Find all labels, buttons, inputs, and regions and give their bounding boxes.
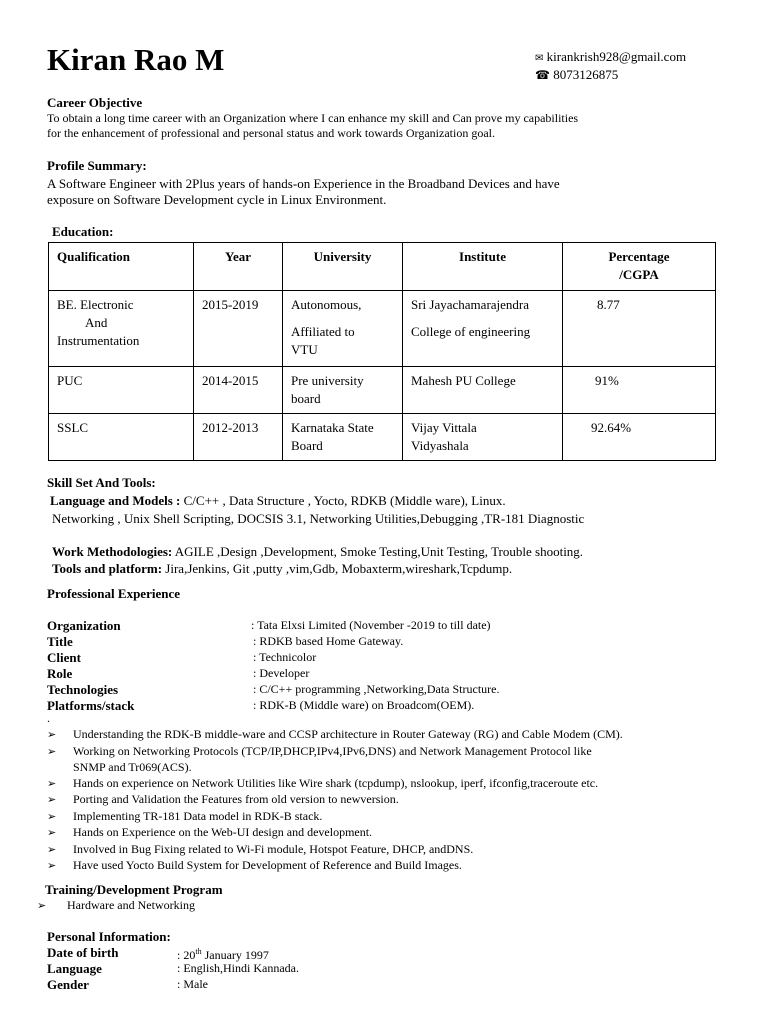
table-row	[49, 291, 716, 367]
personal-heading: Personal Information:	[47, 929, 171, 944]
list-item: ➢ Implementing TR-181 Data model in RDK-B stack.	[47, 809, 737, 826]
cell-university: Pre university board	[283, 367, 403, 414]
stray-dot: .	[47, 711, 50, 725]
email-line	[535, 49, 686, 67]
field-platforms: Platforms/stack : RDK-B (Middle ware) on Broadcom(OEM).	[47, 698, 475, 713]
field-dob: Date of birth : 20th January 1997	[47, 945, 269, 962]
table-row	[49, 367, 716, 414]
table-header-row	[49, 243, 716, 291]
profile-line-2: exposure on Software Development cycle in Linux Environment.	[47, 192, 387, 207]
profile-heading: Profile Summary:	[47, 158, 147, 173]
col-qualification: Qualification	[49, 243, 194, 291]
cell-qualification: PUC	[49, 367, 194, 414]
list-item: ➢ Understanding the RDK-B middle-ware and CCSP architecture in Router Gateway (RG) and Cable Modem (CM).	[47, 727, 737, 744]
col-university: University	[283, 243, 403, 291]
skills-tools-label: Tools and platform:	[52, 561, 163, 576]
skills-language-line-2: Networking , Unix Shell Scripting, DOCSIS 3.1, Networking Utilities,Debugging ,TR-181 Diagnostic	[52, 511, 585, 526]
col-institute: Institute	[403, 243, 563, 291]
field-gender: Gender : Male	[47, 977, 208, 992]
list-item: ➢ Involved in Bug Fixing related to Wi-Fi module, Hotspot Feature, DHCP, andDNS.	[47, 842, 737, 859]
arrow-bullet-icon: ➢	[47, 729, 57, 741]
cell-institute: Mahesh PU College	[403, 367, 563, 414]
candidate-name: Kiran Rao M	[47, 42, 225, 77]
experience-heading: Professional Experience	[47, 586, 180, 601]
list-item: ➢ Hands on experience on Network Utilities like Wire shark (tcpdump), nslookup, iperf, ifconfig,traceroute etc.	[47, 776, 737, 793]
field-technologies: Technologies : C/C++ programming ,Networking,Data Structure.	[47, 682, 500, 697]
skills-heading: Skill Set And Tools:	[47, 475, 156, 490]
skills-tools-value: Jira,Jenkins, Git ,putty ,vim,Gdb, Mobaxterm,wireshark,Tcpdump.	[162, 561, 513, 576]
field-role: Role : Developer	[47, 666, 310, 681]
cell-institute: Sri Jayachamarajendra College of engineering	[403, 291, 563, 367]
arrow-bullet-icon: ➢	[37, 900, 47, 912]
cell-university: Autonomous, Affiliated to VTU	[283, 291, 403, 367]
field-title: Title : RDKB based Home Gateway.	[47, 634, 404, 649]
cell-year: 2015-2019	[194, 291, 283, 367]
skills-work-value: AGILE ,Design ,Development, Smoke Testing,Unit Testing, Trouble shooting.	[172, 544, 584, 559]
list-item: ➢ Working on Networking Protocols (TCP/IP,DHCP,IPv4,IPv6,DNS) and Network Management Protocol like	[47, 744, 737, 761]
career-line-2: for the enhancement of professional and personal status and work towards Organization goal.	[47, 126, 495, 140]
list-item: ➢ Porting and Validation the Features from old version to newversion.	[47, 792, 737, 809]
education-table	[48, 242, 716, 461]
skills-tools-line	[52, 560, 512, 577]
cell-year: 2014-2015	[194, 367, 283, 414]
list-item: ➢ Have used Yocto Build System for Development of Reference and Build Images.	[47, 858, 737, 875]
profile-line-1: A Software Engineer with 2Plus years of hands-on Experience in the Broadband Devices and have	[47, 176, 560, 191]
list-item: ➢ Hands on Experience on the Web-UI design and development.	[47, 825, 737, 842]
phone-text: 8073126875	[553, 67, 619, 82]
col-year: Year	[194, 243, 283, 291]
arrow-bullet-icon: ➢	[47, 794, 57, 806]
experience-bullets	[47, 727, 737, 875]
skills-language-value: C/C++ , Data Structure , Yocto, RDKB (Middle ware), Linux.	[180, 493, 506, 508]
skills-work-label: Work Methodologies:	[52, 544, 173, 559]
field-language: Language : English,Hindi Kannada.	[47, 961, 299, 976]
cell-qualification: SSLC	[49, 414, 194, 461]
skills-work-line	[52, 543, 583, 560]
arrow-bullet-icon: ➢	[47, 745, 57, 758]
education-heading: Education:	[52, 224, 114, 239]
field-organization: Organization : Tata Elxsi Limited (November -2019 to till date)	[47, 618, 491, 633]
arrow-bullet-icon: ➢	[47, 777, 57, 790]
col-percentage: Percentage /CGPA	[563, 243, 716, 291]
arrow-bullet-icon: ➢	[47, 810, 57, 823]
skills-language-label: Language and Models :	[50, 493, 181, 508]
career-line-1: To obtain a long time career with an Organization where I can enhance my skill and Can prove my capabilities	[47, 111, 579, 125]
skills-language-line	[50, 492, 506, 509]
cell-year: 2012-2013	[194, 414, 283, 461]
training-heading: Training/Development Program	[45, 882, 223, 897]
envelope-icon: ✉	[535, 53, 544, 64]
cell-institute: Vijay Vittala Vidyashala	[403, 414, 563, 461]
list-item-continuation: SNMP and Tr069(ACS).	[73, 760, 192, 774]
arrow-bullet-icon: ➢	[47, 827, 57, 839]
phone-icon: ☎	[535, 68, 550, 82]
phone-line	[535, 67, 618, 83]
cell-university: Karnataka State Board	[283, 414, 403, 461]
cell-qualification: BE. Electronic And Instrumentation	[49, 291, 194, 367]
table-row	[49, 414, 716, 461]
cell-percentage: 92.64%	[563, 414, 716, 461]
field-client: Client : Technicolor	[47, 650, 317, 665]
cell-percentage: 91%	[563, 367, 716, 414]
personal-fields	[47, 944, 447, 992]
cell-percentage: 8.77	[563, 291, 716, 367]
arrow-bullet-icon: ➢	[47, 843, 57, 856]
career-heading: Career Objective	[47, 95, 143, 110]
email-text: kirankrish928@gmail.com	[546, 49, 687, 64]
arrow-bullet-icon: ➢	[47, 860, 57, 872]
training-item: ➢ Hardware and Networking	[37, 898, 195, 912]
experience-fields	[47, 617, 727, 713]
